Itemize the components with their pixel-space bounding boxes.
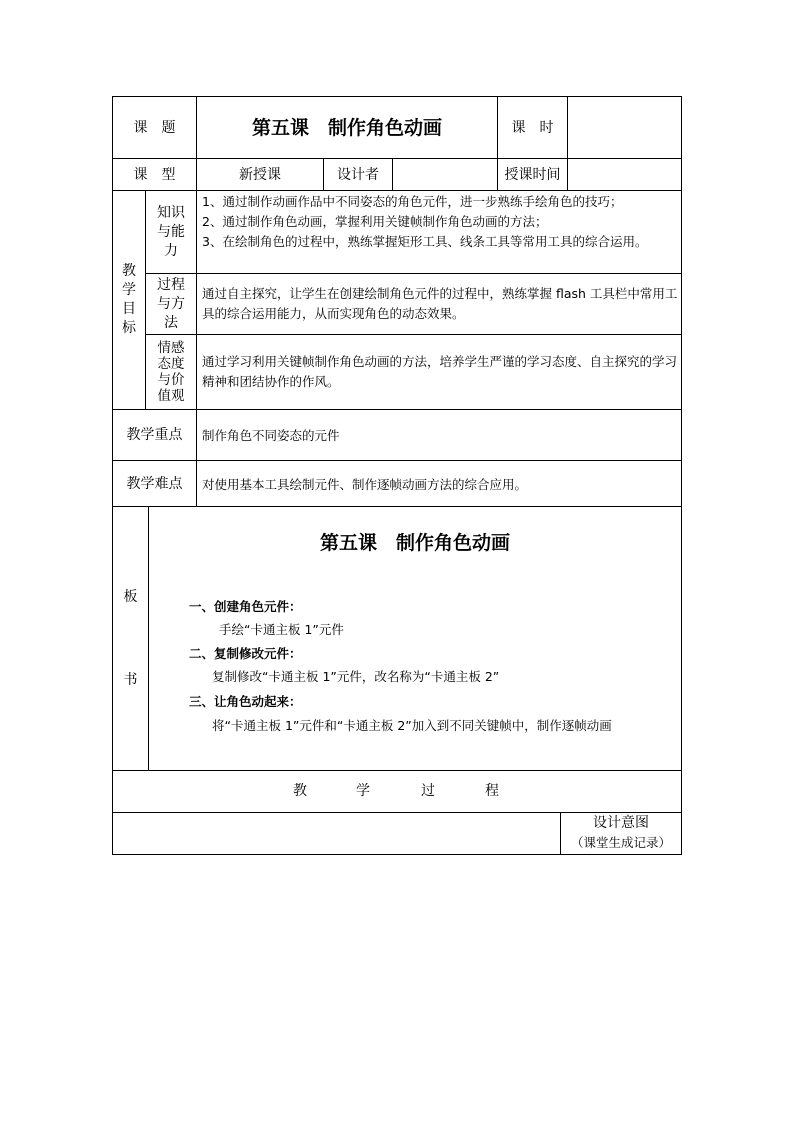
board-title: 第五课 制作角色动画 [319, 532, 510, 554]
knowledge-line-2: 2、通过制作角色动画，掌握利用关键帧制作角色动画的方法； [202, 214, 548, 229]
border-bottom [112, 854, 682, 855]
process-label [146, 274, 196, 334]
difficulties-content: 对使用基本工具绘制元件、制作逐帧动画方法的综合应用。 [202, 477, 528, 492]
process-header-char-1: 教 [293, 783, 307, 799]
process-header-char-4: 程 [485, 783, 499, 799]
process-content: 通过自主探究，让学生在创建绘制角色元件的过程中，熟练掌握 flash 工具栏中常用工具的综合运用能力，从而实现角色的动态效果。 [202, 286, 678, 321]
hours-value[interactable] [568, 97, 681, 158]
emotion-label [146, 335, 196, 409]
key-points-label: 教学重点 [126, 427, 183, 443]
knowledge-label-text: 知识与能力 [157, 204, 185, 259]
hours-label: 课 时 [511, 119, 554, 136]
border-right [681, 96, 682, 855]
process-body[interactable] [113, 813, 560, 854]
line-v-keypoint [196, 409, 197, 506]
designer-value[interactable] [393, 159, 497, 190]
designer-label: 设计者 [337, 166, 379, 183]
goals-main-label-text: 教学目标 [122, 263, 136, 336]
board-item-2-heading: 二、复制修改元件： [189, 646, 302, 661]
knowledge-line-1: 1、通过制作动画作品中不同姿态的角色元件，进一步熟练手绘角色的技巧； [202, 194, 623, 209]
knowledge-line-3: 3、在绘制角色的过程中，熟练掌握矩形工具、线条工具等常用工具的综合运用。 [202, 234, 648, 249]
line-v-goals-inner [196, 190, 197, 409]
process-header-char-2: 学 [356, 783, 370, 799]
time-value[interactable] [568, 159, 681, 190]
type-label: 课 型 [133, 166, 176, 183]
key-points-content: 制作角色不同姿态的元件 [202, 428, 340, 443]
emotion-content: 通过学习利用关键帧制作角色动画的方法，培养学生严谨的学习态度、自主探究的学习精神和团结协作的作风。 [202, 354, 678, 389]
board-item-1-heading: 一、创建角色元件： [189, 599, 302, 614]
goals-main-label [113, 191, 145, 409]
process-label-text: 过程与方法 [157, 276, 185, 331]
board-item-3-heading: 三、让角色动起来： [189, 694, 302, 709]
line-h7 [112, 506, 682, 507]
process-header-char-3: 过 [421, 783, 435, 799]
emotion-label-text: 情感态度与价值观 [157, 340, 185, 404]
line-h4 [145, 334, 682, 335]
topic-label: 课 题 [133, 119, 176, 136]
line-h6 [112, 460, 682, 461]
type-value: 新授课 [239, 166, 281, 183]
board-item-3-detail: 将“卡通主板 1”元件和“卡通主板 2”加入到不同关键帧中，制作逐帧动画 [212, 718, 612, 733]
board-item-1-detail: 手绘“卡通主板 1”元件 [219, 622, 344, 637]
board-item-2-detail: 复制修改“卡通主板 1”元件，改名称为“卡通主板 2” [212, 669, 500, 684]
topic-value: 第五课 制作角色动画 [251, 116, 442, 139]
design-intent-line-2: （课堂生成记录） [570, 835, 671, 850]
time-label: 授课时间 [504, 166, 561, 183]
line-h2 [112, 190, 682, 191]
design-intent [561, 813, 681, 854]
knowledge-content [202, 192, 678, 272]
board-label-top: 板 [123, 589, 138, 605]
knowledge-label [146, 191, 196, 273]
difficulties-label: 教学难点 [126, 475, 183, 492]
process-header [113, 771, 681, 812]
board-label-bottom: 书 [123, 672, 138, 688]
line-h5 [112, 409, 682, 410]
line-h3 [145, 273, 682, 274]
design-intent-line-1: 设计意图 [593, 815, 649, 831]
